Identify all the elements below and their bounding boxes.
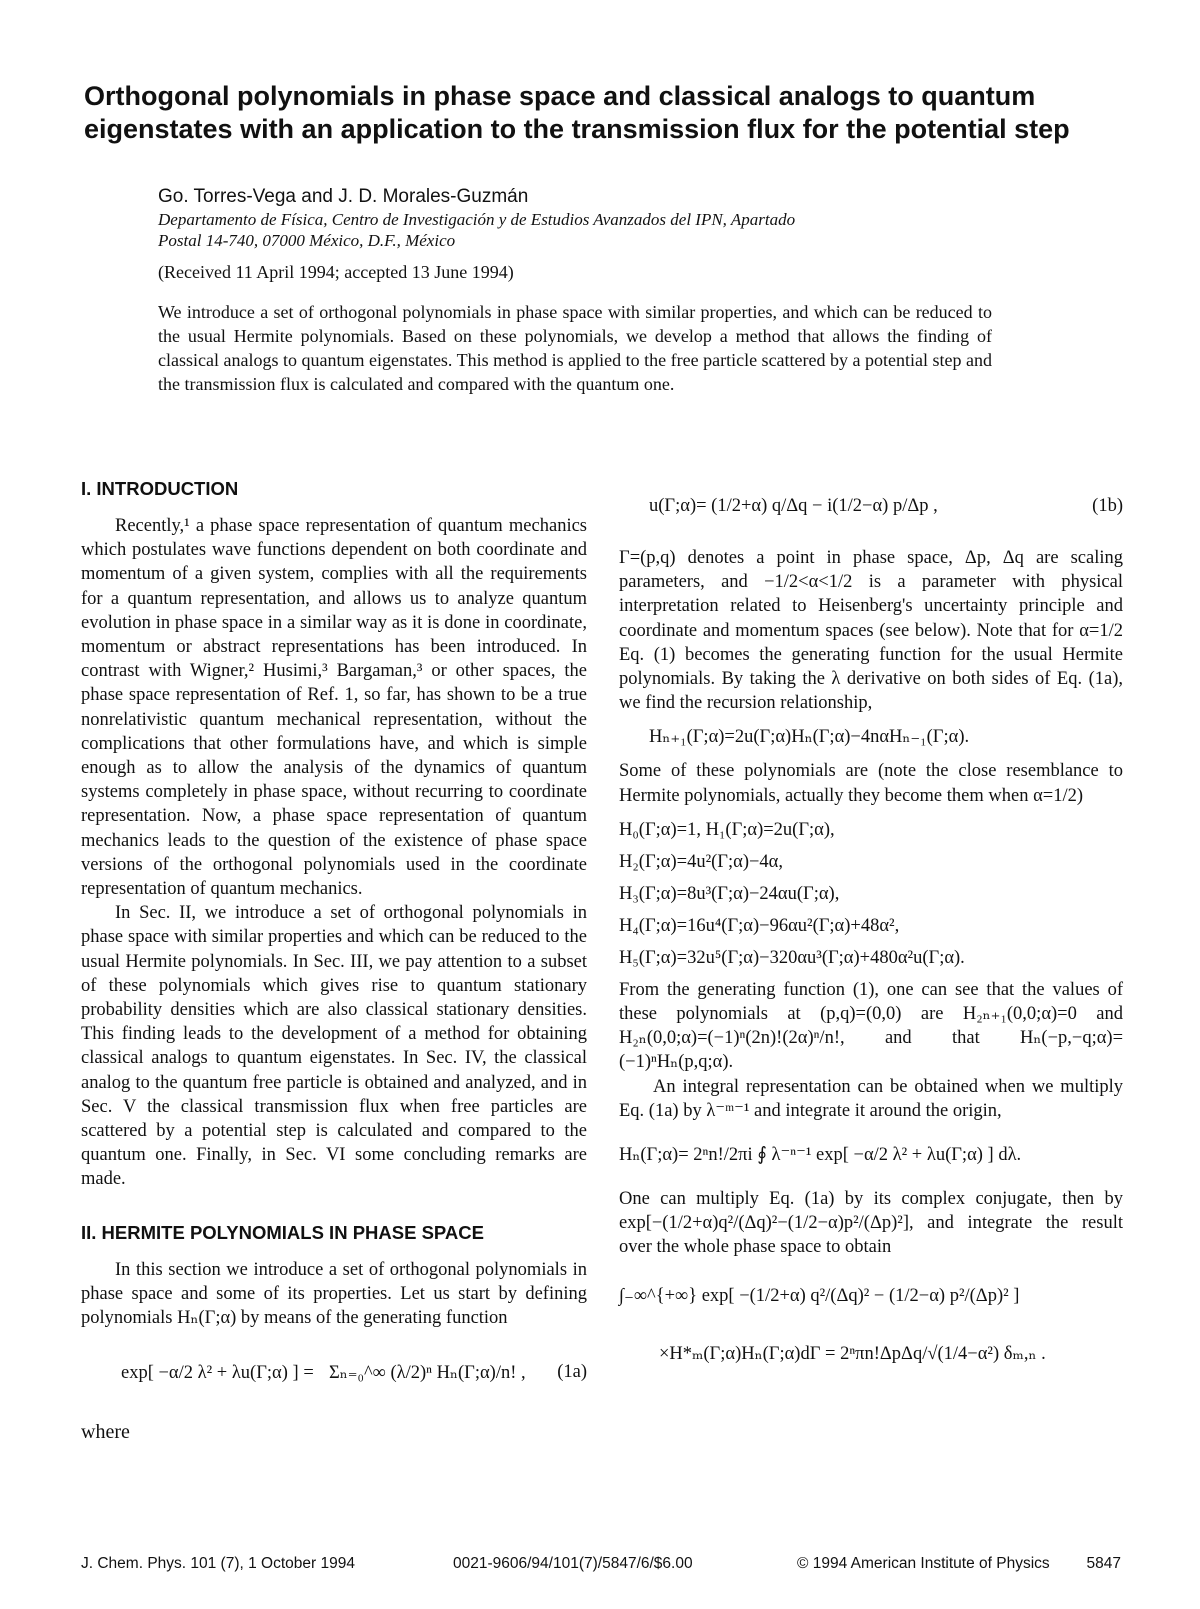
footer-page-number: 5847 bbox=[1086, 1555, 1121, 1572]
right-paragraph-5: One can multiply Eq. (1a) by its complex conjugate, then by exp[−(1/2+α)q²/(Δq)²−(1/2−α)p²/(Δp)²], and integrate the result over the whole phase space to obtain bbox=[619, 1189, 1123, 1258]
footer-copyright: © 1994 American Institute of Physics bbox=[797, 1555, 1050, 1572]
footer-code: 0021-9606/94/101(7)/5847/6/$6.00 bbox=[453, 1555, 693, 1572]
abstract: We introduce a set of orthogonal polynomials in phase space with similar properties, and which can be reduced to the usual Hermite polynomials. Based on these polynomials, we develop a method that allows the finding of classical analogs to quantum eigenstates. This method is applied to the free particle scattered by a potential step and the transmission flux is calculated and compared with the quantum one. bbox=[158, 302, 992, 394]
equation-1a bbox=[81, 1344, 587, 1414]
right-paragraph-1: Γ=(p,q) denotes a point in phase space, Δp, Δq are scaling parameters, and −1/2<α<1/2 is a parameter with physical interpretation related to Heisenberg's uncertainty principle and coordinate and momentum spaces (see below). Note that for α=1/2 Eq. (1) becomes the generating function for the usual Hermite polynomials. By taking the λ derivative on both sides of Eq. (1a), we find the recursion relationship, bbox=[619, 548, 1123, 714]
right-paragraph-3: From the generating function (1), one can see that the values of these polynomials at (p,q)=(0,0) are H₂ₙ₊₁(0,0;α)=0 and H₂ₙ(0,0;α)=(−1)ⁿ(2n)!(2α)ⁿ/n!, and that Hₙ(−p,−q;α)=(−1)ⁿHₙ(p,q;α). bbox=[619, 979, 1123, 1073]
hermite-paragraph-1: In this section we introduce a set of orthogonal polynomials in phase space and some of its properties. Let us start by defining polynomials Hₙ(Γ;α) by means of the generating function bbox=[81, 1259, 587, 1329]
affiliation-line-1: Departamento de Física, Centro de Investigación y de Estudios Avanzados del IPN, Apartado bbox=[158, 210, 796, 229]
polynomial-h0-h1: H₀(Γ;α)=1, H₁(Γ;α)=2u(Γ;α), bbox=[619, 819, 835, 840]
intro-paragraph-2: In Sec. II, we introduce a set of orthogonal polynomials in phase space with similar properties and which can be reduced to the usual Hermite polynomials. In Sec. III, we pay attention to a subset of these polynomials which gives rise to quantum stationary probability densities which are also classical stationary densities. This finding leads to the development of a method for obtaining classical analogs to quantum eigenstates. In Sec. IV, the classical analog to the quantum free particle is obtained and analyzed, and in Sec. V the classical transmission flux when free particles are scattered by a potential step is calculated and compared to the quantum one. Finally, in Sec. VI some concluding remarks are made. bbox=[81, 903, 587, 1190]
footer-journal: J. Chem. Phys. 101 (7), 1 October 1994 bbox=[81, 1555, 355, 1572]
eq1a-lhs: exp[ −α/2 λ² + λu(Γ;α) ] = bbox=[121, 1363, 314, 1384]
polynomial-list bbox=[619, 818, 1123, 970]
right-paragraph-2: Some of these polynomials are (note the close resemblance to Hermite polynomials, actually they become them when α=1/2) bbox=[619, 761, 1123, 806]
polynomial-h3: H₃(Γ;α)=8u³(Γ;α)−24αu(Γ;α), bbox=[619, 883, 840, 904]
eq1b-lhs: u(Γ;α)= bbox=[649, 496, 707, 516]
polynomial-h2: H₂(Γ;α)=4u²(Γ;α)−4α, bbox=[619, 851, 783, 872]
polynomial-h5: H₅(Γ;α)=32u⁵(Γ;α)−320αu³(Γ;α)+480α²u(Γ;α). bbox=[619, 947, 965, 968]
eq1b-label: (1b) bbox=[1092, 496, 1123, 516]
right-column bbox=[619, 474, 1123, 1366]
received-dates: (Received 11 April 1994; accepted 13 June 1994) bbox=[158, 262, 514, 282]
orthogonality-equation-line-2: ×H*ₘ(Γ;α)Hₙ(Γ;α)dΓ = 2ⁿπn!ΔpΔq/√(1/4−α²) δₘ,ₙ . bbox=[659, 1343, 1046, 1364]
eq1b-rhs: (1/2+α) q/Δq − i(1/2−α) p/Δp , bbox=[711, 496, 938, 516]
equation-1b bbox=[619, 474, 1123, 540]
eq1a-label: (1a) bbox=[557, 1362, 587, 1383]
section-heading-introduction: I. INTRODUCTION bbox=[81, 478, 239, 499]
intro-paragraph-1: Recently,¹ a phase space representation of quantum mechanics which postulates wave functions dependent on both coordinate and momentum of a given system, complies with all the requirements for a quantum representation, and allows us to analyze quantum evolution in phase space in a similar way as it is done in coordinate, momentum or abstract representations has been introduced. In contrast with Wigner,² Husimi,³ Bargaman,³ or other spaces, the phase space representation of Ref. 1, so far, has shown to be a true nonrelativistic quantum mechanical representation, without the complications that other formulations have, and which is simple enough as to allow the analysis of the dynamics of quantum systems completely in phase space, without recurring to coordinate representation. Now, a phase space representation of quantum mechanics leads to the question of the existence of phase space versions of the orthogonal polynomials used in the coordinate representation of quantum mechanics. bbox=[81, 516, 587, 900]
where-text: where bbox=[81, 1421, 130, 1444]
section-heading-hermite: II. HERMITE POLYNOMIALS IN PHASE SPACE bbox=[81, 1221, 484, 1243]
affiliation-line-2: Postal 14-740, 07000 México, D.F., México bbox=[158, 231, 456, 250]
integral-representation-equation: Hₙ(Γ;α)= 2ⁿn!/2πi ∮ λ⁻ⁿ⁻¹ exp[ −α/2 λ² + λu(Γ;α) ] dλ. bbox=[619, 1145, 1022, 1166]
recursion-equation: Hₙ₊₁(Γ;α)=2u(Γ;α)Hₙ(Γ;α)−4nαHₙ₋₁(Γ;α). bbox=[649, 727, 970, 748]
left-column bbox=[81, 474, 587, 1445]
polynomial-h4: H₄(Γ;α)=16u⁴(Γ;α)−96αu²(Γ;α)+48α², bbox=[619, 915, 900, 936]
right-paragraph-4: An integral representation can be obtained when we multiply Eq. (1a) by λ⁻ᵐ⁻¹ and integrate it around the origin, bbox=[619, 1076, 1123, 1121]
eq1a-rhs: Σₙ₌₀^∞ (λ/2)ⁿ Hₙ(Γ;α)/n! , bbox=[329, 1363, 526, 1384]
paper-title: Orthogonal polynomials in phase space and classical analogs to quantum eigenstates with an application to the transmission flux for the potential step bbox=[84, 81, 1070, 144]
authors: Go. Torres-Vega and J. D. Morales-Guzmán bbox=[158, 186, 529, 207]
orthogonality-equation-line-1: ∫₋∞^{+∞} exp[ −(1/2+α) q²/(Δq)² − (1/2−α) p²/(Δp)² ] bbox=[619, 1285, 1020, 1306]
